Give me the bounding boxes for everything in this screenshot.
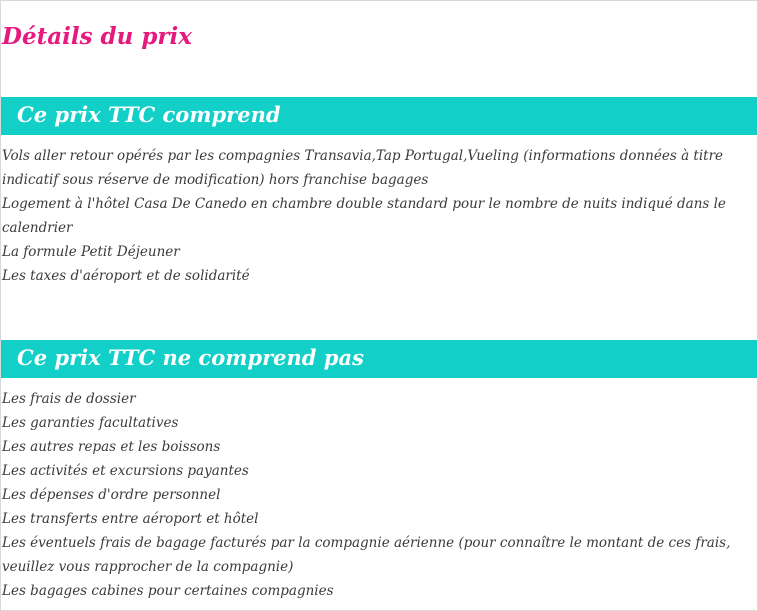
section-header-included: Ce prix TTC comprend bbox=[1, 97, 757, 135]
list-item: Les taxes d'aéroport et de solidarité bbox=[2, 267, 250, 284]
price-details-page bbox=[1, 1, 757, 610]
list-item: Les activités et excursions payantes bbox=[2, 462, 249, 479]
list-item: Les éventuels frais de bagage facturés par la compagnie aérienne (pour connaître le montant de ces frais, veuillez vous rapprocher de la compagnie) bbox=[2, 534, 731, 575]
section-price-excluded bbox=[1, 340, 757, 603]
section-header-excluded: Ce prix TTC ne comprend pas bbox=[1, 340, 757, 378]
page-title: Détails du prix bbox=[2, 23, 192, 50]
list-item: Vols aller retour opérés par les compagnies Transavia,Tap Portugal,Vueling (informations données à titre indicatif sous réserve de modification) hors franchise bagages bbox=[2, 147, 724, 188]
list-item: Les dépenses d'ordre personnel bbox=[2, 486, 221, 503]
list-item: Les autres repas et les boissons bbox=[2, 438, 221, 455]
list-item: La formule Petit Déjeuner bbox=[2, 243, 180, 260]
section-body-included bbox=[1, 135, 757, 288]
list-item: Les bagages cabines pour certaines compagnies bbox=[2, 582, 334, 599]
list-item: Les garanties facultatives bbox=[2, 414, 179, 431]
list-item: Les frais de dossier bbox=[2, 390, 136, 407]
list-item: Logement à l'hôtel Casa De Canedo en chambre double standard pour le nombre de nuits indiqué dans le calendrier bbox=[2, 195, 726, 236]
section-price-included bbox=[1, 97, 757, 288]
section-body-excluded bbox=[1, 378, 757, 603]
list-item: Les transferts entre aéroport et hôtel bbox=[2, 510, 259, 527]
